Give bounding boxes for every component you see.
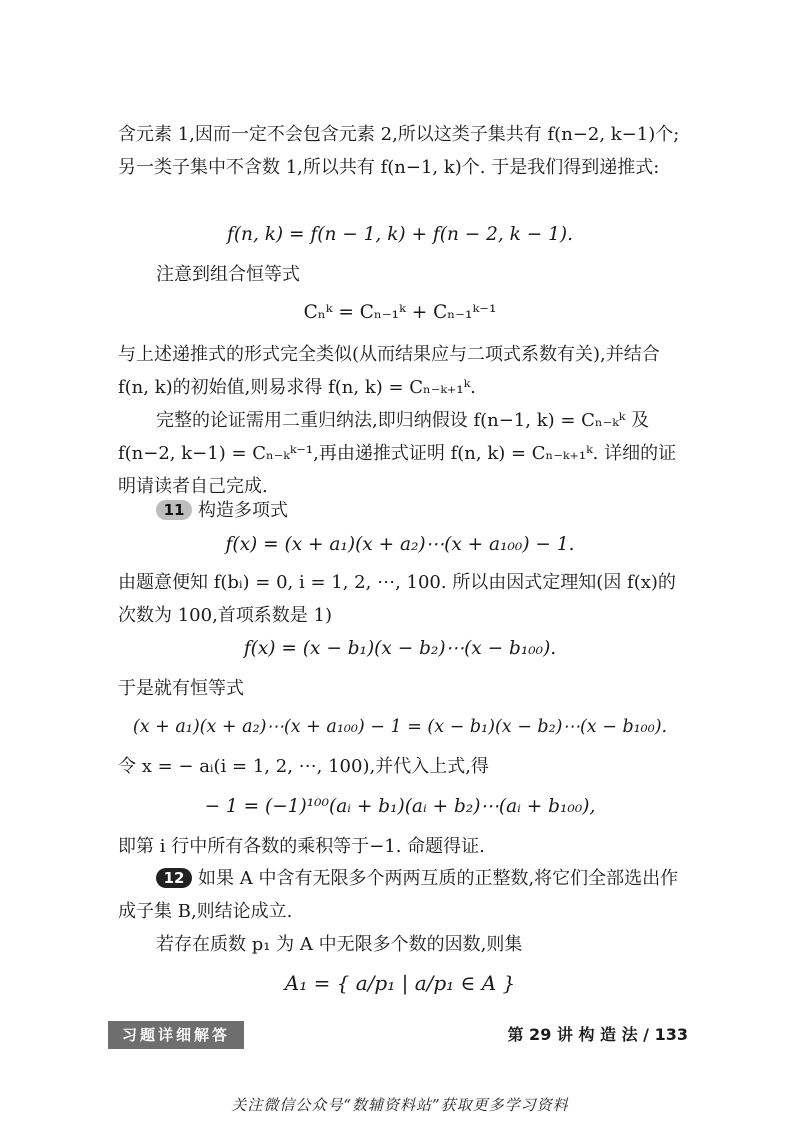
- problem-number-badge: 11: [156, 500, 192, 520]
- problem-12: [118, 862, 686, 928]
- footer-page-info: 第 29 讲 构 造 法 / 133: [507, 1025, 688, 1044]
- footer-section-label: 习题详细解答: [108, 1021, 244, 1049]
- equation-set-definition: A₁ = { a/p₁ | a/p₁ ∈ A }: [284, 971, 516, 995]
- equation-binomial-identity: Cₙᵏ = Cₙ₋₁ᵏ + Cₙ₋₁ᵏ⁻¹: [303, 302, 497, 323]
- equation-factorization: f(x) = (x − b₁)(x − b₂)⋯(x − b₁₀₀).: [243, 638, 557, 659]
- equation-substitution: − 1 = (−1)¹⁰⁰(aᵢ + b₁)(aᵢ + b₂)⋯(aᵢ + b₁₀₀),: [204, 796, 596, 817]
- paragraph-6: 于是就有恒等式: [118, 678, 244, 699]
- paragraph-9: 若存在质数 p₁ 为 A 中无限多个数的因数,则集: [156, 934, 523, 955]
- problem-12-text: 如果 A 中含有无限多个两两互质的正整数,将它们全部选出作成子集 B,则结论成立.: [118, 868, 679, 922]
- paragraph-5: 由题意便知 f(bᵢ) = 0, i = 1, 2, ⋯, 100. 所以由因式定理知(因 f(x)的次数为 100,首项系数是 1): [118, 572, 676, 626]
- equation-identity: (x + a₁)(x + a₂)⋯(x + a₁₀₀) − 1 = (x − b₁)(x − b₂)⋯(x − b₁₀₀).: [132, 717, 668, 737]
- paragraph-8: 即第 i 行中所有各数的乘积等于−1. 命题得证.: [118, 836, 485, 857]
- paragraph-3: 与上述递推式的形式完全类似(从而结果应与二项式系数有关),并结合 f(n, k)的初始值,则易求得 f(n, k) = Cₙ₋ₖ₊₁ᵏ.: [118, 344, 660, 398]
- paragraph-2: 注意到组合恒等式: [156, 264, 300, 285]
- paragraph-1: 含元素 1,因而一定不会包含元素 2,所以这类子集共有 f(n−2, k−1)个;另一类子集中不含数 1,所以共有 f(n−1, k)个. 于是我们得到递推式:: [118, 124, 680, 178]
- problem-number-badge: 12: [156, 868, 192, 888]
- equation-recurrence: f(n, k) = f(n − 1, k) + f(n − 2, k − 1).: [226, 224, 573, 245]
- watermark-text: 关注微信公众号“数辅资料站”获取更多学习资料: [231, 1096, 569, 1114]
- problem-11: [118, 494, 686, 527]
- equation-polynomial: f(x) = (x + a₁)(x + a₂)⋯(x + a₁₀₀) − 1.: [225, 534, 575, 555]
- problem-11-text: 构造多项式: [198, 500, 288, 521]
- paragraph-7: 令 x = − aᵢ(i = 1, 2, ⋯, 100),并代入上式,得: [118, 756, 489, 777]
- paragraph-4: 完整的论证需用二重归纳法,即归纳假设 f(n−1, k) = Cₙ₋ₖᵏ 及 f(n−2, k−1) = Cₙ₋ₖᵏ⁻¹,再由递推式证明 f(n, k) = Cₙ₋ₖ₊₁ᵏ. 详细的证明请读者自己完成.: [118, 410, 677, 497]
